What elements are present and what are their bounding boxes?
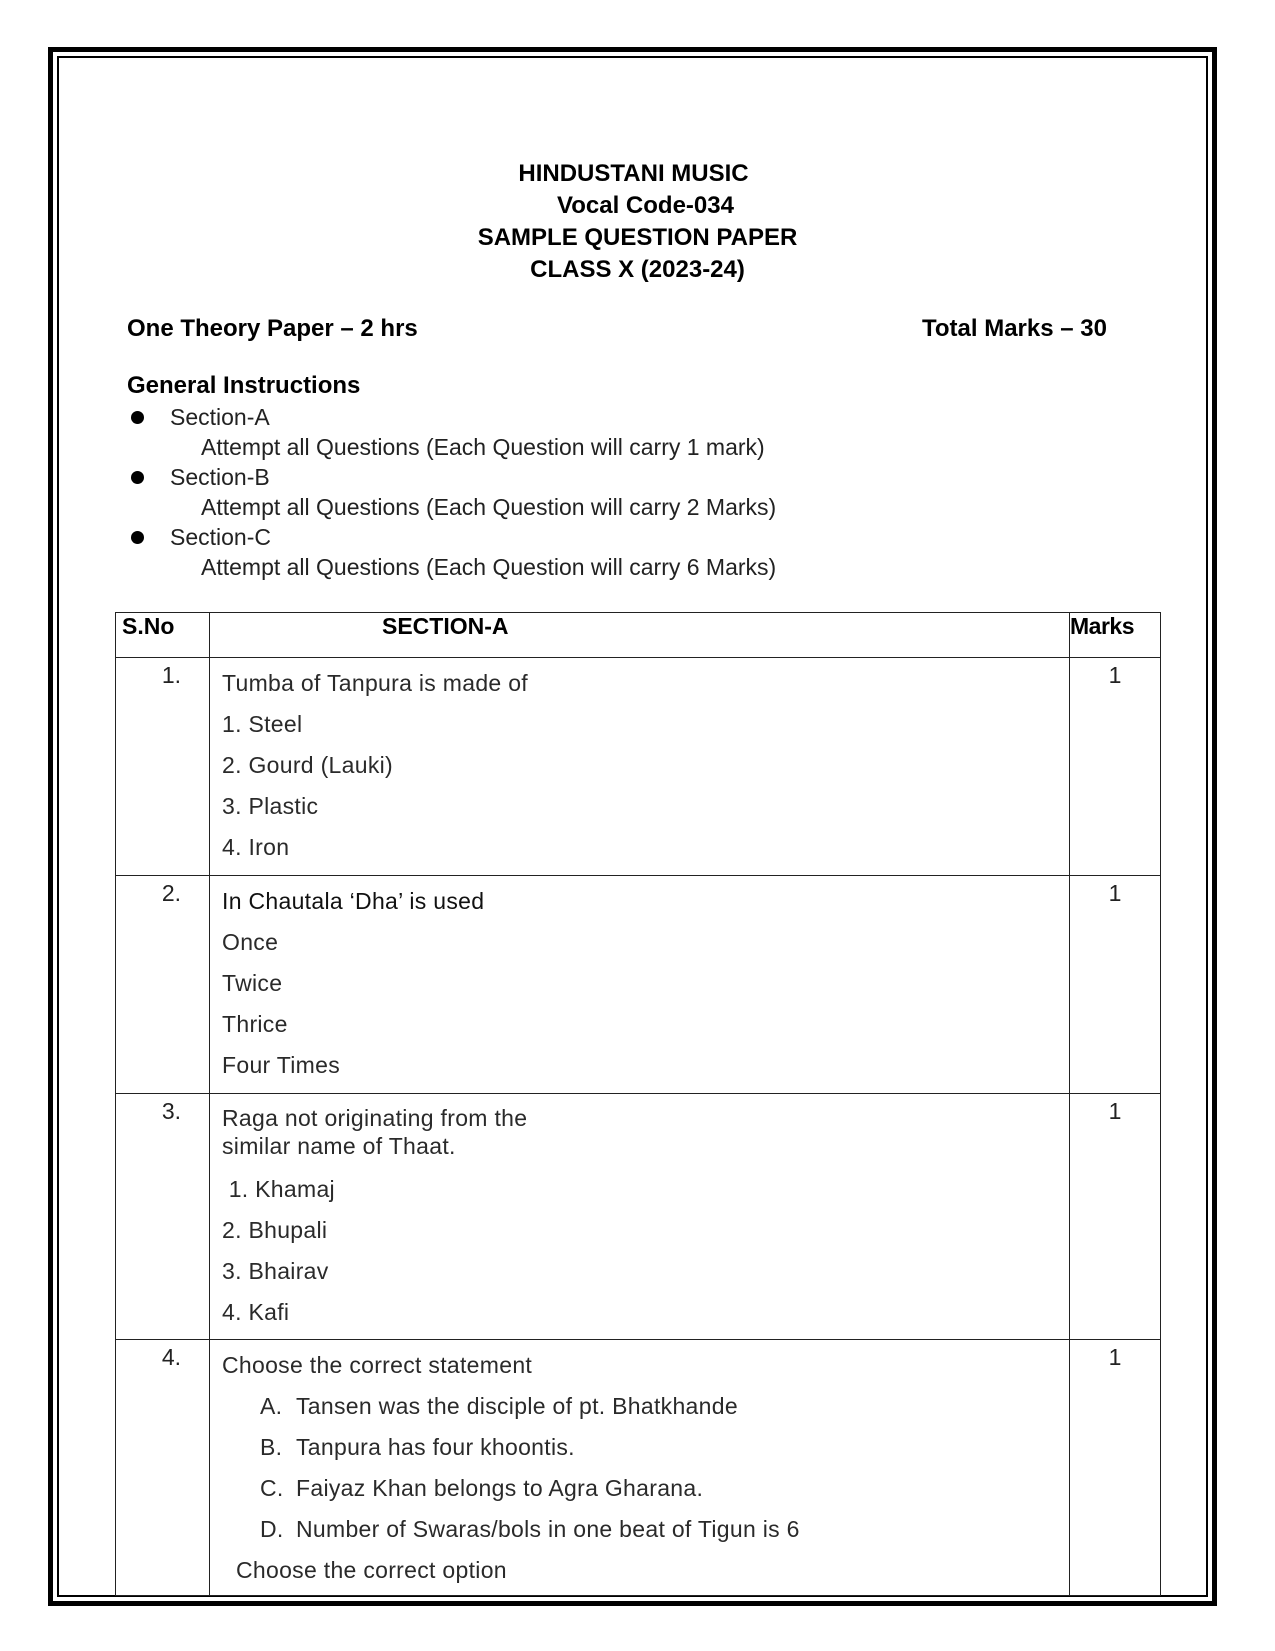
question-stem: In Chautala ‘Dha’ is used [222,888,485,914]
option-letter: A. [260,1393,283,1419]
instruction-description: Attempt all Questions (Each Question will carry 1 mark) [201,434,765,460]
instruction-section: Section-C [170,524,271,550]
option-letter: D. [260,1516,284,1542]
question-stem: Tumba of Tanpura is made of [222,670,528,696]
subject-title: HINDUSTANI MUSIC [518,160,749,187]
table-row [116,658,1161,876]
question-option: Once [222,929,279,955]
question-number: 3. [116,1094,210,1340]
question-marks: 1 [1070,658,1161,876]
instruction-item [127,522,1027,582]
question-option: 2. Gourd (Lauki) [222,752,393,778]
paper-type: SAMPLE QUESTION PAPER [477,224,798,251]
option-text: Faiyaz Khan belongs to Agra Gharana. [296,1475,704,1501]
instruction-description: Attempt all Questions (Each Question will carry 2 Marks) [201,494,777,520]
question-cell [210,1094,1070,1340]
question-option [222,1514,1069,1555]
question-option: 3. Bhairav [222,1258,329,1284]
question-option: 4. Kafi [222,1299,290,1325]
table-row [116,1094,1161,1340]
question-option: 2. Bhupali [222,1217,328,1243]
question-option: 1. Steel [222,711,303,737]
question-option: 1. Khamaj [222,1176,335,1202]
instruction-item [127,462,1027,522]
instruction-item [127,402,1027,462]
question-option [222,1473,1069,1514]
total-marks: Total Marks – 30 [922,315,1107,342]
option-text: Number of Swaras/bols in one beat of Tigun is 6 [296,1516,800,1542]
bullet-icon [131,471,144,484]
question-table [115,612,1161,1596]
question-number: 4. [116,1340,210,1596]
question-marks: 1 [1070,1340,1161,1596]
instruction-section: Section-B [170,464,270,490]
question-option: Four Times [222,1052,341,1078]
column-header-marks: Marks [1070,613,1161,658]
question-marks: 1 [1070,876,1161,1094]
question-option: 4. Iron [222,834,290,860]
question-option: Twice [222,970,283,996]
option-letter: B. [260,1434,283,1460]
bullet-icon [131,531,144,544]
question-number: 1. [116,658,210,876]
paper-title-block [0,158,1275,286]
general-instructions-title: General Instructions [127,372,361,399]
question-stem: Choose the correct statement [222,1352,533,1378]
option-letter: C. [260,1475,284,1501]
subject-code: Vocal Code-034 [557,192,734,219]
question-marks: 1 [1070,1094,1161,1340]
table-header-row [116,613,1161,658]
option-text: Tanpura has four khoontis. [296,1434,575,1460]
question-option [222,1391,1069,1432]
column-header-section: SECTION-A [210,613,1070,658]
paper-duration: One Theory Paper – 2 hrs [127,315,418,342]
column-header-sno: S.No [116,613,210,658]
question-cell [210,658,1070,876]
instruction-description: Attempt all Questions (Each Question will carry 6 Marks) [201,554,777,580]
option-text: Tansen was the disciple of pt. Bhatkhande [296,1393,738,1419]
table-row [116,1340,1161,1596]
class-year: CLASS X (2023-24) [530,256,745,283]
question-option [222,1432,1069,1473]
question-stem-line2: similar name of Thaat. [222,1133,456,1159]
question-cell [210,1340,1070,1596]
question-number: 2. [116,876,210,1094]
question-cell [210,876,1070,1094]
general-instructions-list [127,402,1027,582]
question-option: Thrice [222,1011,288,1037]
instruction-section: Section-A [170,404,270,430]
bullet-icon [131,411,144,424]
question-stem-line1: Raga not originating from the [222,1105,528,1131]
table-row [116,876,1161,1094]
question-option: 3. Plastic [222,793,319,819]
question-instruction: Choose the correct option [236,1557,507,1583]
